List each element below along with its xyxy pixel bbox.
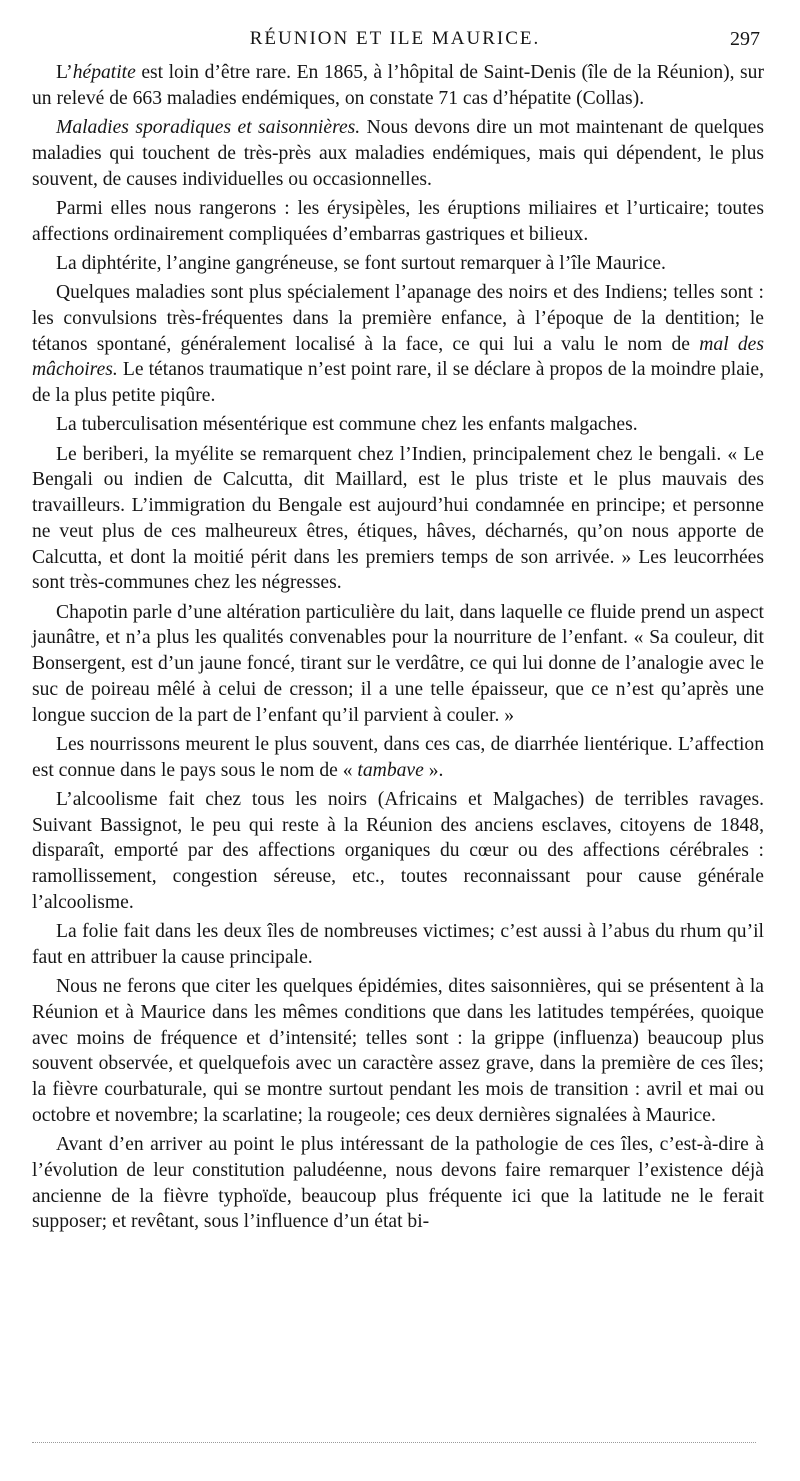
paragraph-lait: Chapotin parle d’une altération particulière du lait, dans laquelle ce fluide prend un aspect jaunâtre, et n’a plus les qualités convenables pour la nourriture de l’enfant. « Sa couleur, dit Bonsergent, est d’un jaune foncé, tirant sur le verdâtre, ce qui lui donne de l’analogie avec le suc de poireau mêlé à celui de cresson; il a une telle épaisseur, que ce n’est qu’après une longue succion de la part de l’enfant qu’il parvient à couler. » [32,601,764,726]
italic-term: tambave [357,759,424,781]
section-heading: Maladies sporadiques et saisonnières. [56,117,361,138]
paragraph-text: Nous devons dire un mot maintenant de quelques maladies qui touchent de très-près aux maladies endémiques, mais qui dépendent, le plus souvent, de causes individuelles ou occasionnelles. [32,117,764,190]
paragraph-text: ». [423,759,444,781]
paragraph-nourrissons [32,732,764,784]
paragraph-fievre-typhoide: Avant d’en arriver au point le plus intéressant de la pathologie de ces îles, c’est-à-dire à l’évolution de leur constitution paludéenne, nous devons faire remarquer l’existence déjà ancienne de la fièvre typhoïde, beaucoup plus fréquente ici que la latitude ne le ferait supposer; et revêtant, sous l’influence d’un état bi- [32,1134,764,1233]
italic-term: mal des mâchoires. [32,333,764,381]
paragraph-text: est loin d’être rare. En 1865, à l’hôpital de Saint-Denis (île de la Réunion), sur un relevé de 663 maladies endémiques, on constate 71 cas d’hépatite (Collas). [32,62,764,109]
paragraph-hepatite [32,60,764,112]
paragraph-diphterite: La diphtérite, l’angine gangréneuse, se font surtout remarquer à l’île Maurice. [56,252,666,274]
body-text [32,60,764,1239]
paragraph-noirs-indiens [32,280,764,409]
paragraph-beriberi: Le beriberi, la myélite se remarquent chez l’Indien, principalement chez le bengali. « Le Bengali ou indien de Calcutta, dit Maillard, est le plus triste et le plus mauvais des travailleurs. L’immigration du Bengale est aujourd’hui condamnée en principe; et personne ne veut plus de ces malheureux êtres, étiques, hâves, décharnés, qu’on nous apporte de Calcutta, et dont la moitié périt dans les premiers temps de son arrivée. » Les leucorrhées sont très-communes chez les négresses. [32,443,764,594]
page-header [30,28,760,58]
italic-term: hépatite [72,62,136,83]
paragraph-sporadic-heading [32,115,764,192]
paragraph-text: Quelques maladies sont plus spécialement l’apanage des noirs et des Indiens; telles sont : les convulsions très-fréquentes dans la première enfance, à l’époque de la dentition; le tétanos spontané, généralement localisé à la face, ce qui lui a valu le nom de [32,282,764,355]
paragraph-text: Les nourrissons meurent le plus souvent, dans ces cas, de diarrhée lientérique. L’affection est connue dans le pays sous le nom de « [32,733,764,781]
page-number: 297 [730,28,760,50]
paragraph-tuberculisation: La tuberculisation mésentérique est commune chez les enfants malgaches. [56,414,638,436]
paragraph-erysipeles: Parmi elles nous rangerons : les érysipèles, les éruptions miliaires et l’urticaire; toutes affections ordinairement compliquées d’embarras gastriques et bilieux. [32,197,764,245]
footer-dotted-rule [32,1442,756,1443]
paragraph-epidemies: Nous ne ferons que citer les quelques épidémies, dites saisonnières, qui se présentent à la Réunion et à Maurice dans les mêmes conditions que dans les latitudes tempérées, quoique avec moins de fréquence et d’intensité; telles sont : la grippe (influenza) beaucoup plus souvent observée, et quelquefois avec un caractère assez grave, dans la première de ces îles; la fièvre courbaturale, qui se montre surtout pendant les mois de transition : avril et mai ou octobre et novembre; la scarlatine; la rougeole; ces deux dernières signalées à Maurice. [32,976,764,1126]
paragraph-intro: L’ [56,62,73,83]
running-title: RÉUNION ET ILE MAURICE. [249,28,541,49]
paragraph-alcoolisme: L’alcoolisme fait chez tous les noirs (Africains et Malgaches) de terribles ravages. Suivant Bassignot, le peu qui reste à la Réunion des anciens esclaves, citoyens de 1848, disparaît, emporté par des affections organiques du cœur ou des affections cérébrales : ramollissement, congestion séreuse, etc., toutes reconnaissant pour cause générale l’alcoolisme. [32,788,764,913]
paragraph-folie: La folie fait dans les deux îles de nombreuses victimes; c’est aussi à l’abus du rhum qu’il faut en attribuer la cause principale. [32,921,764,968]
paragraph-text: Le tétanos traumatique n’est point rare, il se déclare à propos de la moindre plaie, de la plus petite piqûre. [32,359,764,406]
